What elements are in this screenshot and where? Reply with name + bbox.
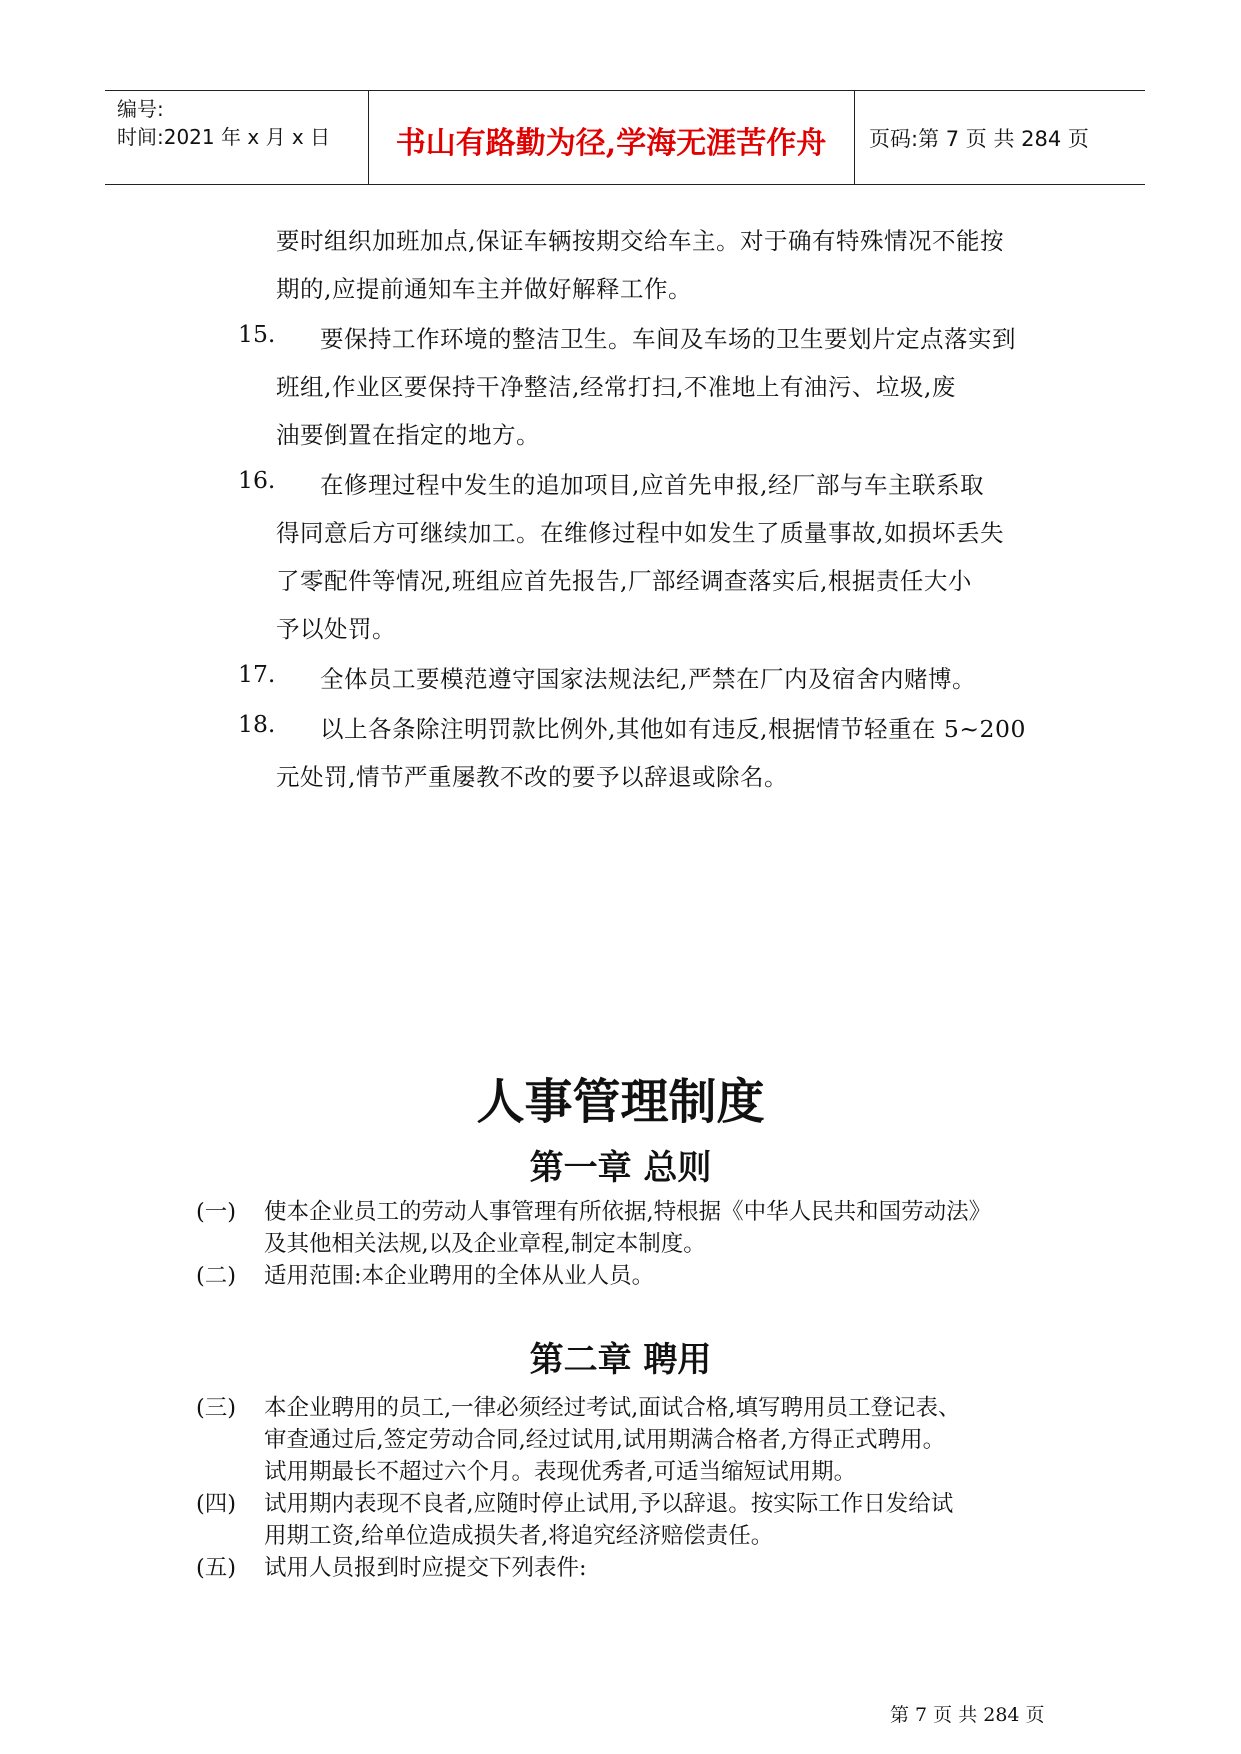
- rule-line: 以上各条除注明罚款比例外,其他如有违反,根据情节轻重在 5~200: [320, 715, 1026, 743]
- rule-number: 16.: [238, 466, 276, 494]
- chapter2-title: 第二章 聘用: [529, 1340, 712, 1380]
- clause-number: (四): [196, 1491, 237, 1517]
- doc-date-label: 时间:2021 年 x 月 x 日: [117, 125, 331, 149]
- header-left-cell: [105, 91, 369, 184]
- clause-number: (一): [196, 1199, 237, 1225]
- clause-line: 试用人员报到时应提交下列表件:: [264, 1555, 587, 1581]
- rule-line: 班组,作业区要保持干净整洁,经常打扫,不准地上有油污、垃圾,废: [276, 373, 956, 401]
- clause-line: 使本企业员工的劳动人事管理有所依据,特根据《中华人民共和国劳动法》: [264, 1199, 992, 1225]
- clause-line: 及其他相关法规,以及企业章程,制定本制度。: [264, 1231, 706, 1257]
- header-motto: 书山有路勤为径,学海无涯苦作舟: [395, 126, 827, 161]
- doc-number-label: 编号:: [117, 97, 164, 121]
- header-page-label: 页码:第 7 页 共 284 页: [869, 127, 1089, 151]
- rule-continuation-line: 要时组织加班加点,保证车辆按期交给车主。对于确有特殊情况不能按: [276, 227, 1004, 255]
- rule-line: 在修理过程中发生的追加项目,应首先申报,经厂部与车主联系取: [320, 471, 984, 499]
- rule-continuation-line: 期的,应提前通知车主并做好解释工作。: [276, 275, 692, 303]
- clause-number: (三): [196, 1395, 237, 1421]
- header-center-cell: [368, 91, 855, 184]
- page-footer: 第 7 页 共 284 页: [890, 1704, 1045, 1726]
- rule-number: 15.: [238, 320, 276, 348]
- clause-line: 适用范围:本企业聘用的全体从业人员。: [264, 1263, 655, 1289]
- clause-line: 审查通过后,签定劳动合同,经过试用,试用期满合格者,方得正式聘用。: [264, 1427, 946, 1453]
- clause-number: (二): [196, 1263, 237, 1289]
- clause-line: 试用期最长不超过六个月。表现优秀者,可适当缩短试用期。: [264, 1459, 857, 1485]
- header-table: [105, 90, 1145, 185]
- rule-line: 了零配件等情况,班组应首先报告,厂部经调查落实后,根据责任大小: [276, 567, 972, 595]
- clause-line: 本企业聘用的员工,一律必须经过考试,面试合格,填写聘用员工登记表、: [264, 1395, 961, 1421]
- rule-line: 要保持工作环境的整洁卫生。车间及车场的卫生要划片定点落实到: [320, 325, 1016, 353]
- rule-line: 得同意后方可继续加工。在维修过程中如发生了质量事故,如损坏丢失: [276, 519, 1004, 547]
- clause-line: 用期工资,给单位造成损失者,将追究经济赔偿责任。: [264, 1523, 774, 1549]
- clause-line: 试用期内表现不良者,应随时停止试用,予以辞退。按实际工作日发给试: [264, 1491, 954, 1517]
- rule-number: 17.: [238, 660, 276, 688]
- doc-title: 人事管理制度: [476, 1074, 765, 1130]
- clause-number: (五): [196, 1555, 237, 1581]
- rule-line: 元处罚,情节严重屡教不改的要予以辞退或除名。: [276, 763, 788, 791]
- rule-number: 18.: [238, 710, 276, 738]
- chapter1-title: 第一章 总则: [529, 1148, 712, 1188]
- rule-line: 油要倒置在指定的地方。: [276, 421, 540, 449]
- header-right-cell: [855, 91, 1145, 184]
- rule-line: 全体员工要模范遵守国家法规法纪,严禁在厂内及宿舍内赌博。: [320, 665, 976, 693]
- rule-line: 予以处罚。: [276, 615, 396, 643]
